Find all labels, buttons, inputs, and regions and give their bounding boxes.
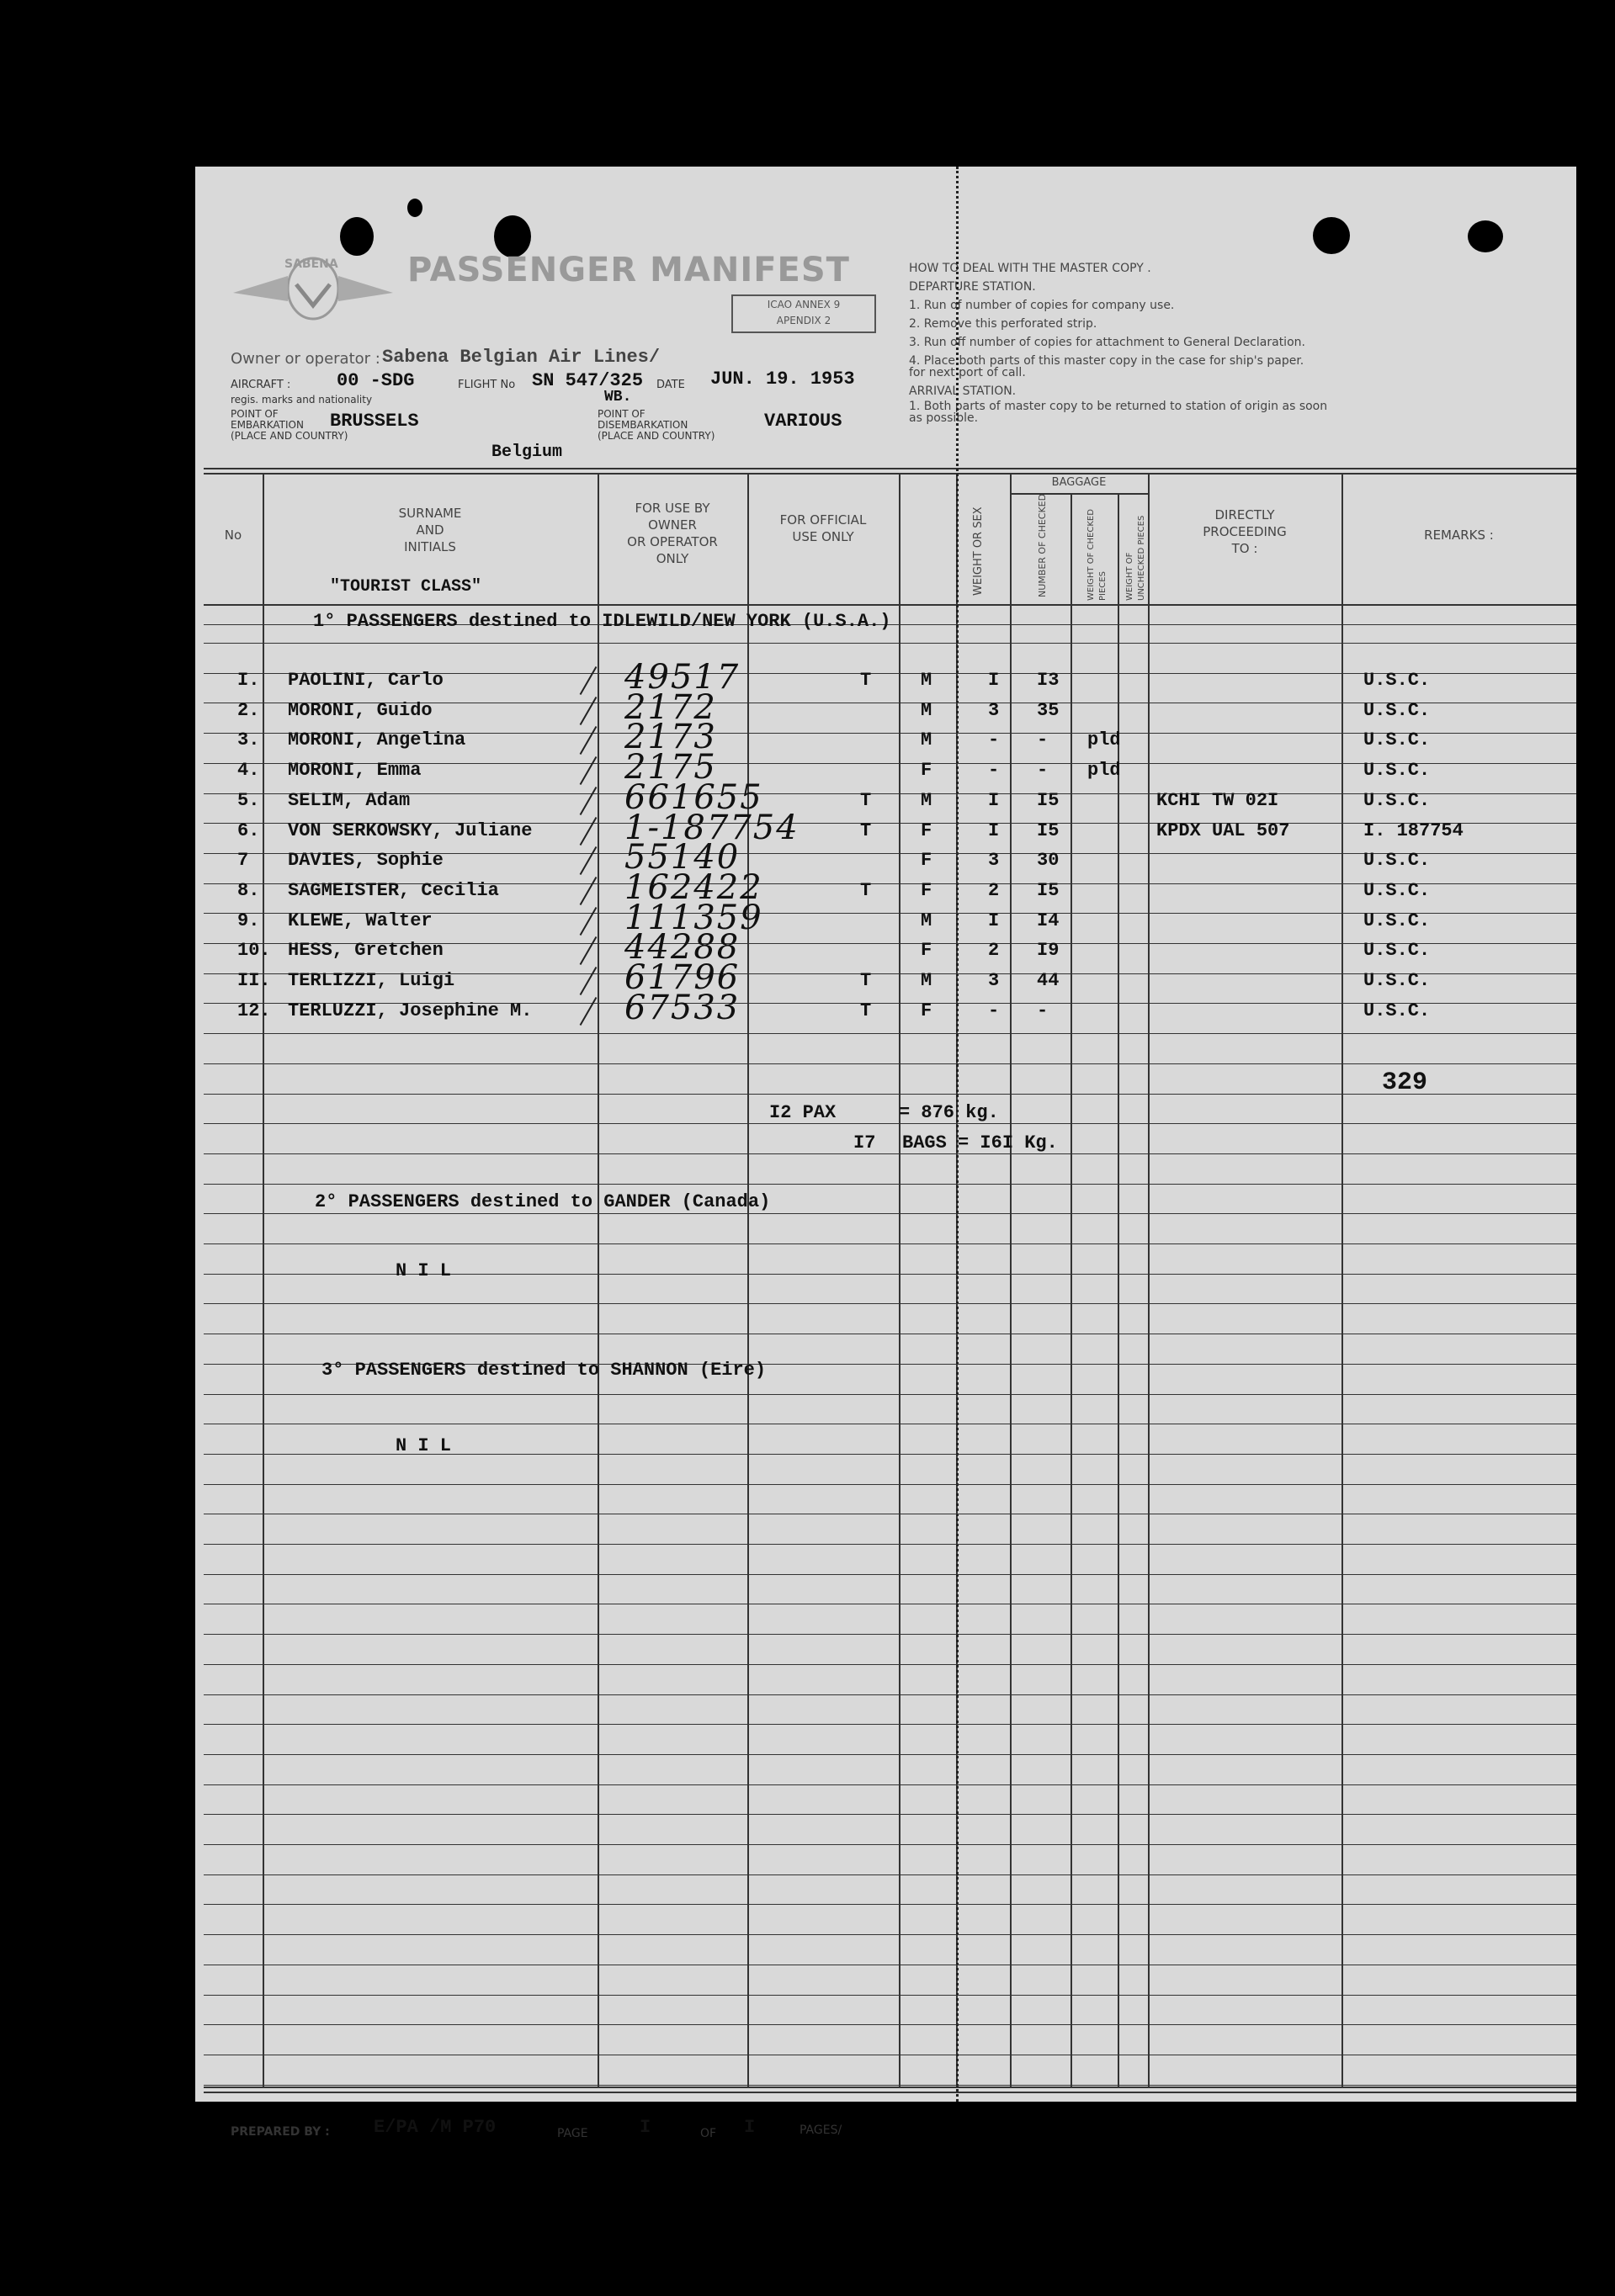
col-header-line: INITIALS (404, 539, 456, 554)
pax-no: 5. (237, 790, 260, 811)
pages-label: PAGES/ (800, 2124, 842, 2137)
pax-ticket-number: 49517 (624, 658, 741, 697)
pax-remarks: U.S.C. (1363, 700, 1431, 721)
pax-no: 9. (237, 910, 260, 931)
pax-no: II. (237, 970, 271, 991)
ruled-line (204, 1063, 1576, 1064)
pax-no: 8. (237, 880, 260, 901)
aircraft-label: AIRCRAFT : (231, 379, 291, 391)
flight-label: FLIGHT No (458, 379, 516, 391)
col-header-line: AND (416, 522, 444, 538)
section-2-nil: N I L (396, 1260, 452, 1281)
ruled-line (204, 1033, 1576, 1034)
pax-weight: 44 (1037, 970, 1060, 991)
pax-weight: - (1037, 1000, 1049, 1021)
pax-pieces: 2 (988, 880, 1000, 901)
pax-weight: 30 (1037, 850, 1060, 871)
instructions-departure: DEPARTURE STATION. (909, 280, 1036, 294)
pax-t-mark: T (860, 790, 872, 811)
prepared-value: E/PA /M P70 (374, 2117, 497, 2138)
pax-no: 3. (237, 729, 260, 750)
pax-weight: I3 (1037, 670, 1060, 691)
pax-t-mark: T (860, 820, 872, 841)
pax-weight: = 876 kg. (899, 1102, 999, 1123)
pax-ticket-number: 44288 (624, 928, 741, 967)
class-label: "TOURIST CLASS" (330, 577, 482, 597)
ink-blot (1313, 217, 1350, 254)
ink-blot (1468, 220, 1503, 252)
ruled-line (204, 1934, 1576, 1935)
ruled-line (204, 1303, 1576, 1304)
handwritten-slash (580, 997, 598, 1026)
instructions-line: 1. Both parts of master copy to be returned to station of origin as soon (909, 400, 1328, 413)
regis-label: regis. marks and nationality (231, 394, 373, 406)
instructions (909, 259, 1327, 424)
pax-unchecked: pld (1087, 760, 1121, 781)
table-row (195, 838, 1576, 878)
pax-remarks: U.S.C. (1363, 729, 1431, 750)
col-header-checked-no: NUMBER OF CHECKED (1037, 493, 1048, 597)
embark-label-line: (PLACE AND COUNTRY) (231, 430, 348, 442)
ruled-line (204, 1094, 1576, 1095)
pax-sex: F (921, 880, 932, 901)
pax-name: PAOLINI, Carlo (288, 670, 444, 691)
pax-sex: F (921, 760, 932, 781)
pax-name: VON SERKOWSKY, Juliane (288, 820, 533, 841)
pax-remarks: U.S.C. (1363, 880, 1431, 901)
instructions-line: 1. Run of number of copies for company use. (909, 299, 1175, 312)
pax-sex: M (921, 670, 932, 691)
ruled-line (204, 1784, 1576, 1785)
owner-value: Sabena Belgian Air Lines/ (382, 347, 661, 368)
col-header-line: USE ONLY (792, 529, 854, 544)
annex-label: ICAO ANNEX 9 (767, 299, 841, 310)
pax-sex: M (921, 729, 932, 750)
disembark-label (598, 409, 715, 442)
date-value: JUN. 19. 1953 (710, 369, 855, 390)
col-header-proceeding (1148, 506, 1341, 557)
pax-name: MORONI, Angelina (288, 729, 466, 750)
pax-weight: - (1037, 760, 1049, 781)
bags-count: I7 (853, 1132, 876, 1153)
ruled-line (204, 2085, 1576, 2086)
pax-sex: M (921, 790, 932, 811)
ruled-line (204, 1634, 1576, 1635)
pax-name: SELIM, Adam (288, 790, 411, 811)
pax-name: DAVIES, Sophie (288, 850, 444, 871)
instructions-line: 3. Run off number of copies for attachment to General Declaration. (909, 336, 1305, 349)
pax-ticket-number: 111359 (624, 899, 763, 937)
handwritten-slash (580, 697, 598, 725)
handwritten-slash (580, 726, 598, 755)
pax-ticket-number: 1-187754 (624, 809, 800, 847)
handwritten-slash (580, 846, 598, 875)
instructions-line: 4. Place both parts of this master copy in the case for ship's paper. (909, 354, 1304, 368)
ruled-line (204, 643, 1576, 644)
section-1-heading: 1° PASSENGERS destined to IDLEWILD/NEW YORK (U.S.A.) (313, 611, 891, 632)
col-header-line: OR OPERATOR (627, 534, 718, 549)
col-header-sex: WEIGHT OR SEX (972, 506, 985, 596)
pax-weight: I5 (1037, 790, 1060, 811)
instructions-title: HOW TO DEAL WITH THE MASTER COPY . (909, 262, 1151, 275)
table-row (195, 928, 1576, 968)
page-title: PASSENGER MANIFEST (407, 251, 850, 289)
pax-remarks: U.S.C. (1363, 790, 1431, 811)
ruled-line (204, 1484, 1576, 1485)
pax-pieces: I (988, 820, 1000, 841)
col-header-line: OWNER (648, 517, 697, 533)
pax-ticket-number: 67533 (624, 989, 741, 1027)
col-header-line: TO : (1231, 541, 1258, 556)
flight-value: SN 547/325 (532, 370, 644, 391)
instructions-arrival: ARRIVAL STATION. (909, 384, 1017, 398)
ruled-line (204, 1995, 1576, 1996)
pax-name: MORONI, Guido (288, 700, 433, 721)
ruled-line (204, 1153, 1576, 1154)
remarks-total: 329 (1382, 1068, 1428, 1097)
handwritten-slash (580, 787, 598, 815)
pax-name: KLEWE, Walter (288, 910, 433, 931)
pax-pieces: 3 (988, 700, 1000, 721)
pax-proceeding: KPDX UAL 507 (1156, 820, 1290, 841)
col-header-unchecked: WEIGHT OF UNCHECKED PIECES (1125, 515, 1146, 601)
ruled-line (204, 1544, 1576, 1545)
pax-count: I2 PAX (769, 1102, 837, 1123)
col-header-line: DIRECTLY (1214, 507, 1275, 522)
footer-border (204, 2087, 1576, 2088)
pax-ticket-number: 2173 (624, 718, 717, 756)
pax-no: 12. (237, 1000, 271, 1021)
pax-weight: I5 (1037, 820, 1060, 841)
instructions-line: as possible. (909, 411, 979, 425)
annex-sub: APENDIX 2 (776, 315, 831, 326)
pax-name: TERLUZZI, Josephine M. (288, 1000, 533, 1021)
sabena-logo-icon (229, 242, 397, 326)
pax-name: HESS, Gretchen (288, 940, 444, 961)
col-header-checked-weight: WEIGHT OF CHECKED PIECES (1086, 509, 1108, 601)
manifest-sheet (195, 167, 1576, 2140)
pax-remarks: U.S.C. (1363, 940, 1431, 961)
page-label: PAGE (557, 2127, 588, 2140)
of-label: OF (700, 2127, 717, 2140)
handwritten-slash (580, 967, 598, 995)
pax-unchecked: pld (1087, 729, 1121, 750)
ruled-line (204, 1394, 1576, 1395)
pax-remarks: U.S.C. (1363, 910, 1431, 931)
pax-pieces: I (988, 790, 1000, 811)
ruled-line (204, 1243, 1576, 1244)
prepared-label: PREPARED BY : (231, 2125, 330, 2139)
pax-pieces: 3 (988, 970, 1000, 991)
table-row (195, 868, 1576, 909)
pax-ticket-number: 661655 (624, 778, 763, 817)
pax-weight: 35 (1037, 700, 1060, 721)
handwritten-slash (580, 936, 598, 965)
ruled-line (204, 1694, 1576, 1695)
ruled-line (204, 1814, 1576, 1815)
ruled-line (204, 1184, 1576, 1185)
pages-value: I (744, 2117, 756, 2138)
handwritten-slash (580, 877, 598, 905)
owner-label: Owner or operator : (231, 350, 380, 368)
pax-pieces: - (988, 760, 1000, 781)
pax-ticket-number: 162422 (624, 868, 763, 907)
embark-country: Belgium (491, 443, 563, 462)
pax-weight: I9 (1037, 940, 1060, 961)
pax-sex: F (921, 850, 932, 871)
table-row (195, 688, 1576, 729)
col-header-official (747, 512, 899, 545)
pax-ticket-number: 2172 (624, 688, 717, 727)
section-2-heading: 2° PASSENGERS destined to GANDER (Canada) (315, 1191, 771, 1212)
col-header-baggage: BAGGAGE (1051, 476, 1107, 489)
col-header-line: FOR USE BY (635, 501, 710, 516)
pax-pieces: I (988, 910, 1000, 931)
pax-remarks: U.S.C. (1363, 850, 1431, 871)
pax-sex: F (921, 820, 932, 841)
col-header-line: PROCEEDING (1203, 524, 1287, 539)
ruled-line (204, 1574, 1576, 1575)
ruled-line (204, 1874, 1576, 1875)
section-3-nil: N I L (396, 1435, 452, 1456)
ruled-line (204, 1724, 1576, 1725)
baggage-group-border (1010, 493, 1148, 495)
pax-no: 7 (237, 850, 249, 871)
annex-box (731, 294, 876, 333)
pax-no: I. (237, 670, 260, 691)
pax-name: MORONI, Emma (288, 760, 422, 781)
ruled-line (204, 1213, 1576, 1214)
footer-border (204, 2092, 1576, 2093)
ruled-line (204, 1754, 1576, 1755)
disembark-label-line: POINT OF (598, 408, 645, 420)
embark-label-line: POINT OF (231, 408, 279, 420)
pax-no: 2. (237, 700, 260, 721)
embark-label-line: EMBARKATION (231, 419, 304, 431)
pax-t-mark: T (860, 970, 872, 991)
pax-pieces: - (988, 1000, 1000, 1021)
pax-no: 4. (237, 760, 260, 781)
pax-sex: M (921, 700, 932, 721)
pax-remarks: U.S.C. (1363, 970, 1431, 991)
pax-remarks: U.S.C. (1363, 670, 1431, 691)
col-header-line: SURNAME (398, 506, 462, 521)
flight-sub: WB. (604, 389, 632, 406)
header-top-border (204, 468, 1576, 469)
pax-remarks: U.S.C. (1363, 760, 1431, 781)
table-row (195, 718, 1576, 758)
ruled-line (204, 1664, 1576, 1665)
pax-sex: M (921, 970, 932, 991)
pax-weight: - (1037, 729, 1049, 750)
pax-pieces: 3 (988, 850, 1000, 871)
instructions-line: for next port of call. (909, 366, 1026, 379)
pax-no: 6. (237, 820, 260, 841)
pax-ticket-number: 2175 (624, 748, 717, 787)
header-top-border (204, 473, 1576, 475)
handwritten-slash (580, 817, 598, 846)
logo-text: SABENA (284, 257, 338, 271)
table-row (195, 778, 1576, 819)
pax-t-mark: T (860, 880, 872, 901)
pax-name: SAGMEISTER, Cecilia (288, 880, 499, 901)
col-header-surname (263, 505, 598, 555)
ruled-line (204, 1904, 1576, 1905)
ruled-line (204, 2024, 1576, 2025)
pax-t-mark: T (860, 1000, 872, 1021)
handwritten-slash (580, 907, 598, 936)
table-row (195, 989, 1576, 1029)
col-header-line: FOR OFFICIAL (779, 512, 867, 528)
col-header-line: ONLY (656, 551, 689, 566)
handwritten-slash (580, 666, 598, 695)
pax-pieces: - (988, 729, 1000, 750)
disembark-label-line: DISEMBARKATION (598, 419, 688, 431)
date-label: DATE (656, 379, 685, 391)
table-row (195, 809, 1576, 849)
pax-proceeding: KCHI TW 02I (1156, 790, 1279, 811)
instructions-line: 2. Remove this perforated strip. (909, 317, 1097, 331)
pax-sex: M (921, 910, 932, 931)
table-row (195, 658, 1576, 698)
disembark-label-line: (PLACE AND COUNTRY) (598, 430, 715, 442)
ruled-line (204, 1844, 1576, 1845)
table-row (195, 899, 1576, 939)
section-3-heading: 3° PASSENGERS destined to SHANNON (Eire) (321, 1360, 767, 1381)
col-header-no: No (224, 528, 242, 543)
pax-sex: F (921, 1000, 932, 1021)
pax-remarks: U.S.C. (1363, 1000, 1431, 1021)
header-bottom-border (204, 604, 1576, 606)
embark-value: BRUSSELS (330, 411, 419, 432)
pax-t-mark: T (860, 670, 872, 691)
disembark-value: VARIOUS (764, 411, 842, 432)
pax-sex: F (921, 940, 932, 961)
pax-ticket-number: 55140 (624, 838, 741, 877)
pax-remarks: I. 187754 (1363, 820, 1464, 841)
ink-blot (407, 199, 422, 217)
col-header-owner-use (598, 500, 747, 567)
pax-no: 10. (237, 940, 271, 961)
pax-weight: I5 (1037, 880, 1060, 901)
ruled-line (204, 1123, 1576, 1124)
bags-weight: BAGS = I6I Kg. (902, 1132, 1058, 1153)
table-row (195, 958, 1576, 999)
pax-name: TERLIZZI, Luigi (288, 970, 455, 991)
handwritten-slash (580, 756, 598, 785)
pax-pieces: I (988, 670, 1000, 691)
col-header-remarks: REMARKS : (1424, 528, 1494, 543)
pax-pieces: 2 (988, 940, 1000, 961)
page-value: I (640, 2117, 651, 2138)
table-row (195, 748, 1576, 788)
pax-ticket-number: 61796 (624, 958, 741, 997)
aircraft-value: 00 -SDG (337, 370, 415, 391)
pax-weight: I4 (1037, 910, 1060, 931)
